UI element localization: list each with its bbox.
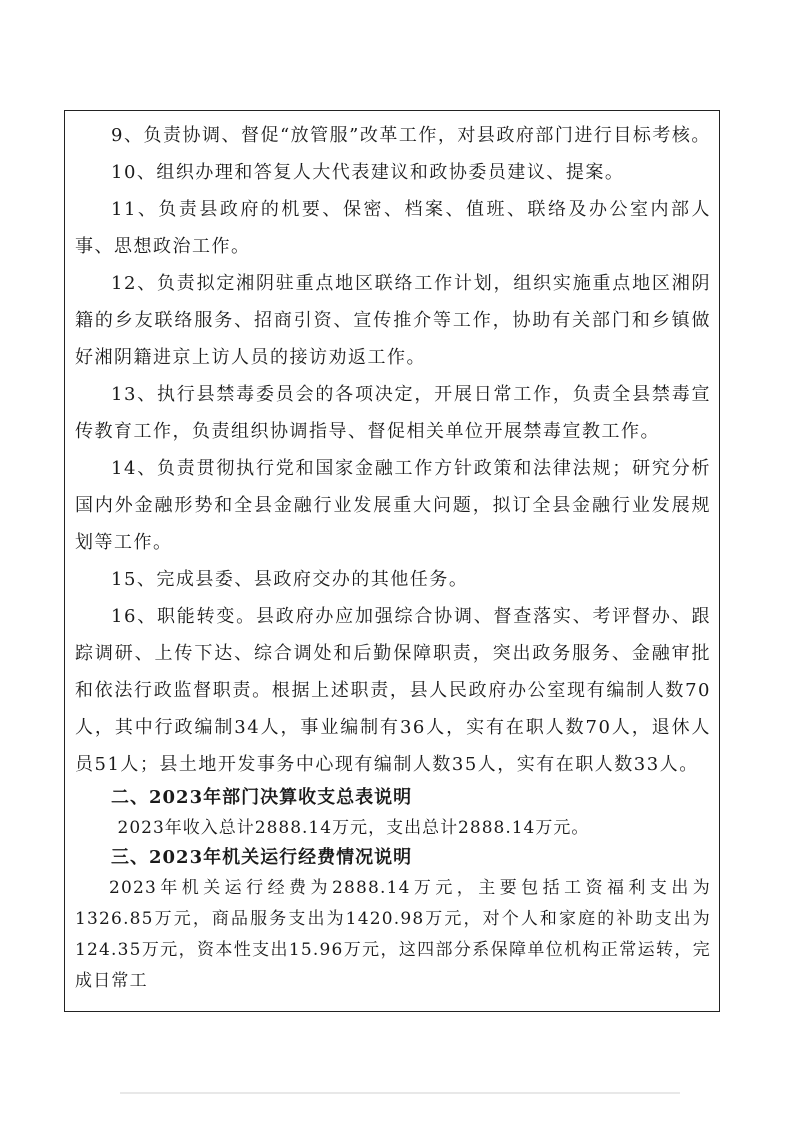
document-body xyxy=(75,117,711,997)
content-frame xyxy=(64,110,720,1012)
duty-item-14: 14、负责贯彻执行党和国家金融工作方针政策和法律法规；研究分析国内外金融形势和全县金融行业发展重大问题，拟订全县金融行业发展规划等工作。 xyxy=(75,458,711,553)
duty-item-12: 12、负责拟定湘阴驻重点地区联络工作计划，组织实施重点地区湘阴籍的乡友联络服务、招商引资、宣传推介等工作，协助有关部门和乡镇做好湘阴籍进京上访人员的接访劝返工作。 xyxy=(75,273,711,368)
duty-item-11: 11、负责县政府的机要、保密、档案、值班、联络及办公室内部人事、思想政治工作。 xyxy=(75,199,711,257)
duty-item-15: 15、完成县委、县政府交办的其他任务。 xyxy=(111,569,469,590)
duty-item-10: 10、组织办理和答复人大代表建议和政协委员建议、提案。 xyxy=(111,162,625,183)
scan-edge-shadow xyxy=(120,1092,680,1094)
section-2-text: 2023年收入总计2888.14万元，支出总计2888.14万元。 xyxy=(117,818,590,838)
section-3-text: 2023年机关运行经费为2888.14万元，主要包括工资福利支出为1326.85万元，商品服务支出为1420.98万元，对个人和家庭的补助支出为124.35万元，资本性支出15.96万元，这四部分系保障单位机构正常运转，完成日常工 xyxy=(75,878,711,991)
duty-item-16: 16、职能转变。县政府办应加强综合协调、督查落实、考评督办、跟踪调研、上传下达、综合调处和后勤保障职责，突出政务服务、金融审批和依法行政监督职责。根据上述职责，县人民政府办公室现有编制人数70人，其中行政编制34人，事业编制有36人，实有在职人数70人，退休人员51人；县土地开发事务中心现有编制人数35人，实有在职人数33人。 xyxy=(75,606,711,775)
section-3-heading: 三、2023年机关运行经费情况说明 xyxy=(111,847,413,868)
duty-item-9: 9、负责协调、督促“放管服”改革工作，对县政府部门进行目标考核。 xyxy=(111,125,711,146)
duty-item-13: 13、执行县禁毒委员会的各项决定，开展日常工作，负责全县禁毒宣传教育工作，负责组织协调指导、督促相关单位开展禁毒宣教工作。 xyxy=(75,384,711,442)
section-2-heading: 二、2023年部门决算收支总表说明 xyxy=(111,787,413,808)
